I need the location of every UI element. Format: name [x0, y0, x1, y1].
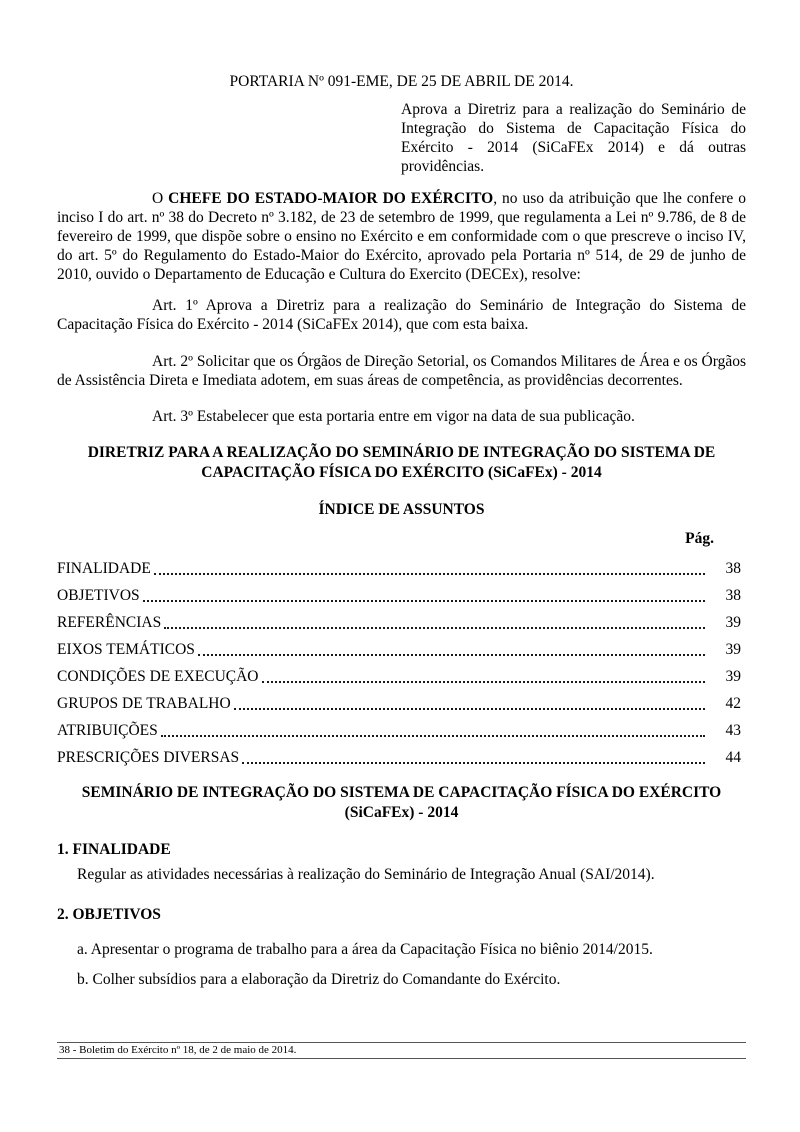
footer-note: 38 - Boletim do Exército nº 18, de 2 de maio de 2014. [59, 1044, 297, 1056]
toc-page-number: 39 [725, 668, 741, 685]
toc-leader-dots [164, 609, 705, 629]
document-content [57, 72, 746, 989]
toc-page-number: 44 [725, 749, 741, 766]
toc-leader-dots [161, 717, 705, 737]
article-2-paragraph: Art. 2º Solicitar que os Órgãos de Direção Setorial, os Comandos Militares de Área e os Órgãos de Assistência Direta e Imediata adotem, em suas áreas de competência, as providências decorrentes. [57, 353, 746, 389]
toc-label: PRESCRIÇÕES DIVERSAS [57, 749, 240, 766]
toc-leader-dots [234, 690, 705, 710]
toc-page-number: 43 [725, 722, 741, 739]
preamble-rest: , no uso da atribuição que lhe confere o inciso I do art. nº 38 do Decreto nº 3.182, de 23 de setembro de 1999, que regulamenta a Lei nº 9.786, de 8 de fevereiro de 1999, que dispõe sobre o ensino no Exército e em conformidade com o que prescreve o inciso IV, do art. 5º do Regulamento do Estado-Maior do Exército, aprovado pela Portaria nº 514, de 29 de junho de 2010, ouvido o Departamento de Educação e Cultura do Exercito (DECEx), resolve: [57, 190, 746, 283]
preamble-lead: O [152, 190, 169, 207]
toc-page-number: 38 [725, 587, 741, 604]
seminar-heading: SEMINÁRIO DE INTEGRAÇÃO DO SISTEMA DE CAPACITAÇÃO FÍSICA DO EXÉRCITO (SiCaFEx) - 2014 [81, 784, 722, 821]
toc-leader-dots [198, 636, 705, 656]
toc-page-number: 39 [725, 641, 741, 658]
toc-label: ATRIBUIÇÕES [57, 722, 158, 739]
toc-row [57, 717, 746, 744]
toc-label: FINALIDADE [57, 560, 151, 577]
page-column-label: Pág. [685, 530, 714, 547]
toc-page-number: 38 [725, 560, 741, 577]
toc-page-number: 42 [725, 695, 741, 712]
preamble-paragraph [57, 189, 746, 284]
section-1-heading: 1. FINALIDADE [57, 841, 171, 858]
toc-row [57, 555, 746, 582]
section-2-heading: 2. OBJETIVOS [57, 906, 161, 923]
toc-label: REFERÊNCIAS [57, 614, 162, 631]
toc-row [57, 636, 746, 663]
toc-row [57, 744, 746, 771]
table-of-contents [57, 555, 746, 771]
toc-row [57, 690, 746, 717]
toc-row [57, 609, 746, 636]
toc-leader-dots [242, 744, 705, 764]
directive-heading: DIRETRIZ PARA A REALIZAÇÃO DO SEMINÁRIO DE INTEGRAÇÃO DO SISTEMA DE CAPACITAÇÃO FÍSICA DO EXÉRCITO (SiCaFEx) - 2014 [87, 444, 716, 481]
toc-label: GRUPOS DE TRABALHO [57, 695, 231, 712]
toc-leader-dots [154, 555, 705, 575]
section-1-paragraph: Regular as atividades necessárias à realização do Seminário de Integração Anual (SAI/2014). [77, 866, 655, 883]
toc-row [57, 582, 746, 609]
toc-label: EIXOS TEMÁTICOS [57, 641, 195, 658]
article-1-paragraph: Art. 1º Aprova a Diretriz para a realização do Seminário de Integração do Sistema de Capacitação Física do Exército - 2014 (SiCaFEx 2014), que com esta baixa. [57, 297, 746, 333]
summary-paragraph: Aprova a Diretriz para a realização do Seminário de Integração do Sistema de Capacitação Física do Exército - 2014 (SiCaFEx 2014) e dá outras providências. [401, 101, 746, 175]
toc-leader-dots [143, 582, 705, 602]
page-footer [57, 1042, 746, 1059]
toc-label: OBJETIVOS [57, 587, 140, 604]
section-2-item-a: a. Apresentar o programa de trabalho para a área da Capacitação Física no biênio 2014/2015. [77, 941, 653, 958]
section-2-item-b: b. Colher subsídios para a elaboração da Diretriz do Comandante do Exército. [77, 971, 561, 988]
toc-row [57, 663, 746, 690]
article-3-paragraph: Art. 3º Estabelecer que esta portaria entre em vigor na data de sua publicação. [152, 408, 635, 425]
toc-leader-dots [262, 663, 706, 683]
preamble-authority: CHEFE DO ESTADO-MAIOR DO EXÉRCITO [168, 190, 494, 207]
index-heading: ÍNDICE DE ASSUNTOS [318, 501, 485, 518]
toc-label: CONDIÇÕES DE EXECUÇÃO [57, 668, 259, 685]
portaria-title: PORTARIA Nº 091-EME, DE 25 DE ABRIL DE 2014. [229, 73, 574, 90]
toc-page-number: 39 [725, 614, 741, 631]
